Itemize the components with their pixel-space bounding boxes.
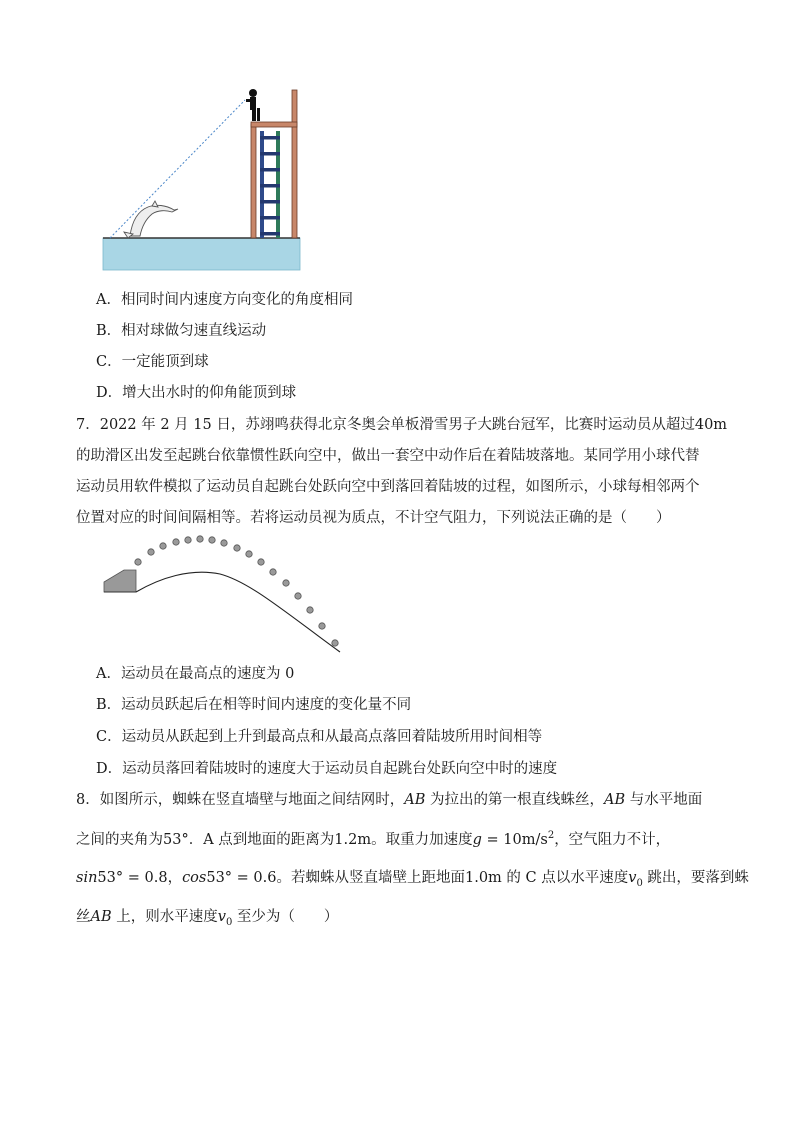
tower-right-post <box>292 90 297 238</box>
sight-line <box>110 100 245 238</box>
person-figure <box>246 89 260 121</box>
ski-jump-figure <box>100 530 350 658</box>
q8-line-4: 丝AB 上，则水平速度$v_0$ 至少为（ ） <box>76 909 339 928</box>
q7-line-1: 7．2022 年 2 月 15 日，苏翊鸣获得北京冬奥会单板滑雪男子大跳台冠军，比赛时运动员从超过40m <box>76 417 728 433</box>
q6-option-b: B．相对球做匀速直线运动 <box>96 323 267 339</box>
water <box>103 238 300 270</box>
q7-option-c: C．运动员从跃起到上升到最高点和从最高点落回着陆坡所用时间相等 <box>96 729 543 745</box>
q6-option-a: A．相同时间内速度方向变化的角度相同 <box>96 292 353 308</box>
q7-option-d: D．运动员落回着陆坡时的速度大于运动员自起跳台处跃向空中时的速度 <box>96 761 558 777</box>
q8-line-2: 之间的夹角为53°．A 点到地面的距离为1.2m。取重力加速度$g = 10m/s^2$，空气阻力不计， <box>76 830 671 848</box>
q6-option-c: C．一定能顶到球 <box>96 354 209 370</box>
tower-left-post <box>251 124 256 238</box>
q6-option-d: D．增大出水时的仰角能顶到球 <box>96 385 297 401</box>
dolphin <box>124 201 178 238</box>
trajectory-balls <box>135 536 338 646</box>
dolphin-tower-figure <box>100 86 305 272</box>
q7-line-2: 的助滑区出发至起跳台依靠惯性跃向空中，做出一套空中动作后在着陆坡落地。某同学用小球代替 <box>76 448 700 464</box>
q8-line-1: 8．如图所示，蜘蛛在竖直墙壁与地面之间结网时，AB 为拉出的第一根直线蛛丝，AB 与水平地面 <box>76 792 703 808</box>
q7-line-3: 运动员用软件模拟了运动员自起跳台处跃向空中到落回着陆坡的过程，如图所示，小球每相邻两个 <box>76 479 700 495</box>
q7-option-a: A．运动员在最高点的速度为 0 <box>96 666 295 682</box>
q7-line-4: 位置对应的时间间隔相等。若将运动员视为质点，不计空气阻力，下列说法正确的是（ ） <box>76 510 671 526</box>
q8-line-3: sin53° = 0.8，cos53° = 0.6。若蜘蛛从竖直墙壁上距地面1.0m 的 C 点以水平速度$v_0$ 跳出，要落到蛛 <box>76 870 749 889</box>
ladder <box>260 131 280 238</box>
q7-option-b: B．运动员跃起后在相等时间内速度的变化量不同 <box>96 697 412 713</box>
take-off-platform <box>104 570 136 592</box>
